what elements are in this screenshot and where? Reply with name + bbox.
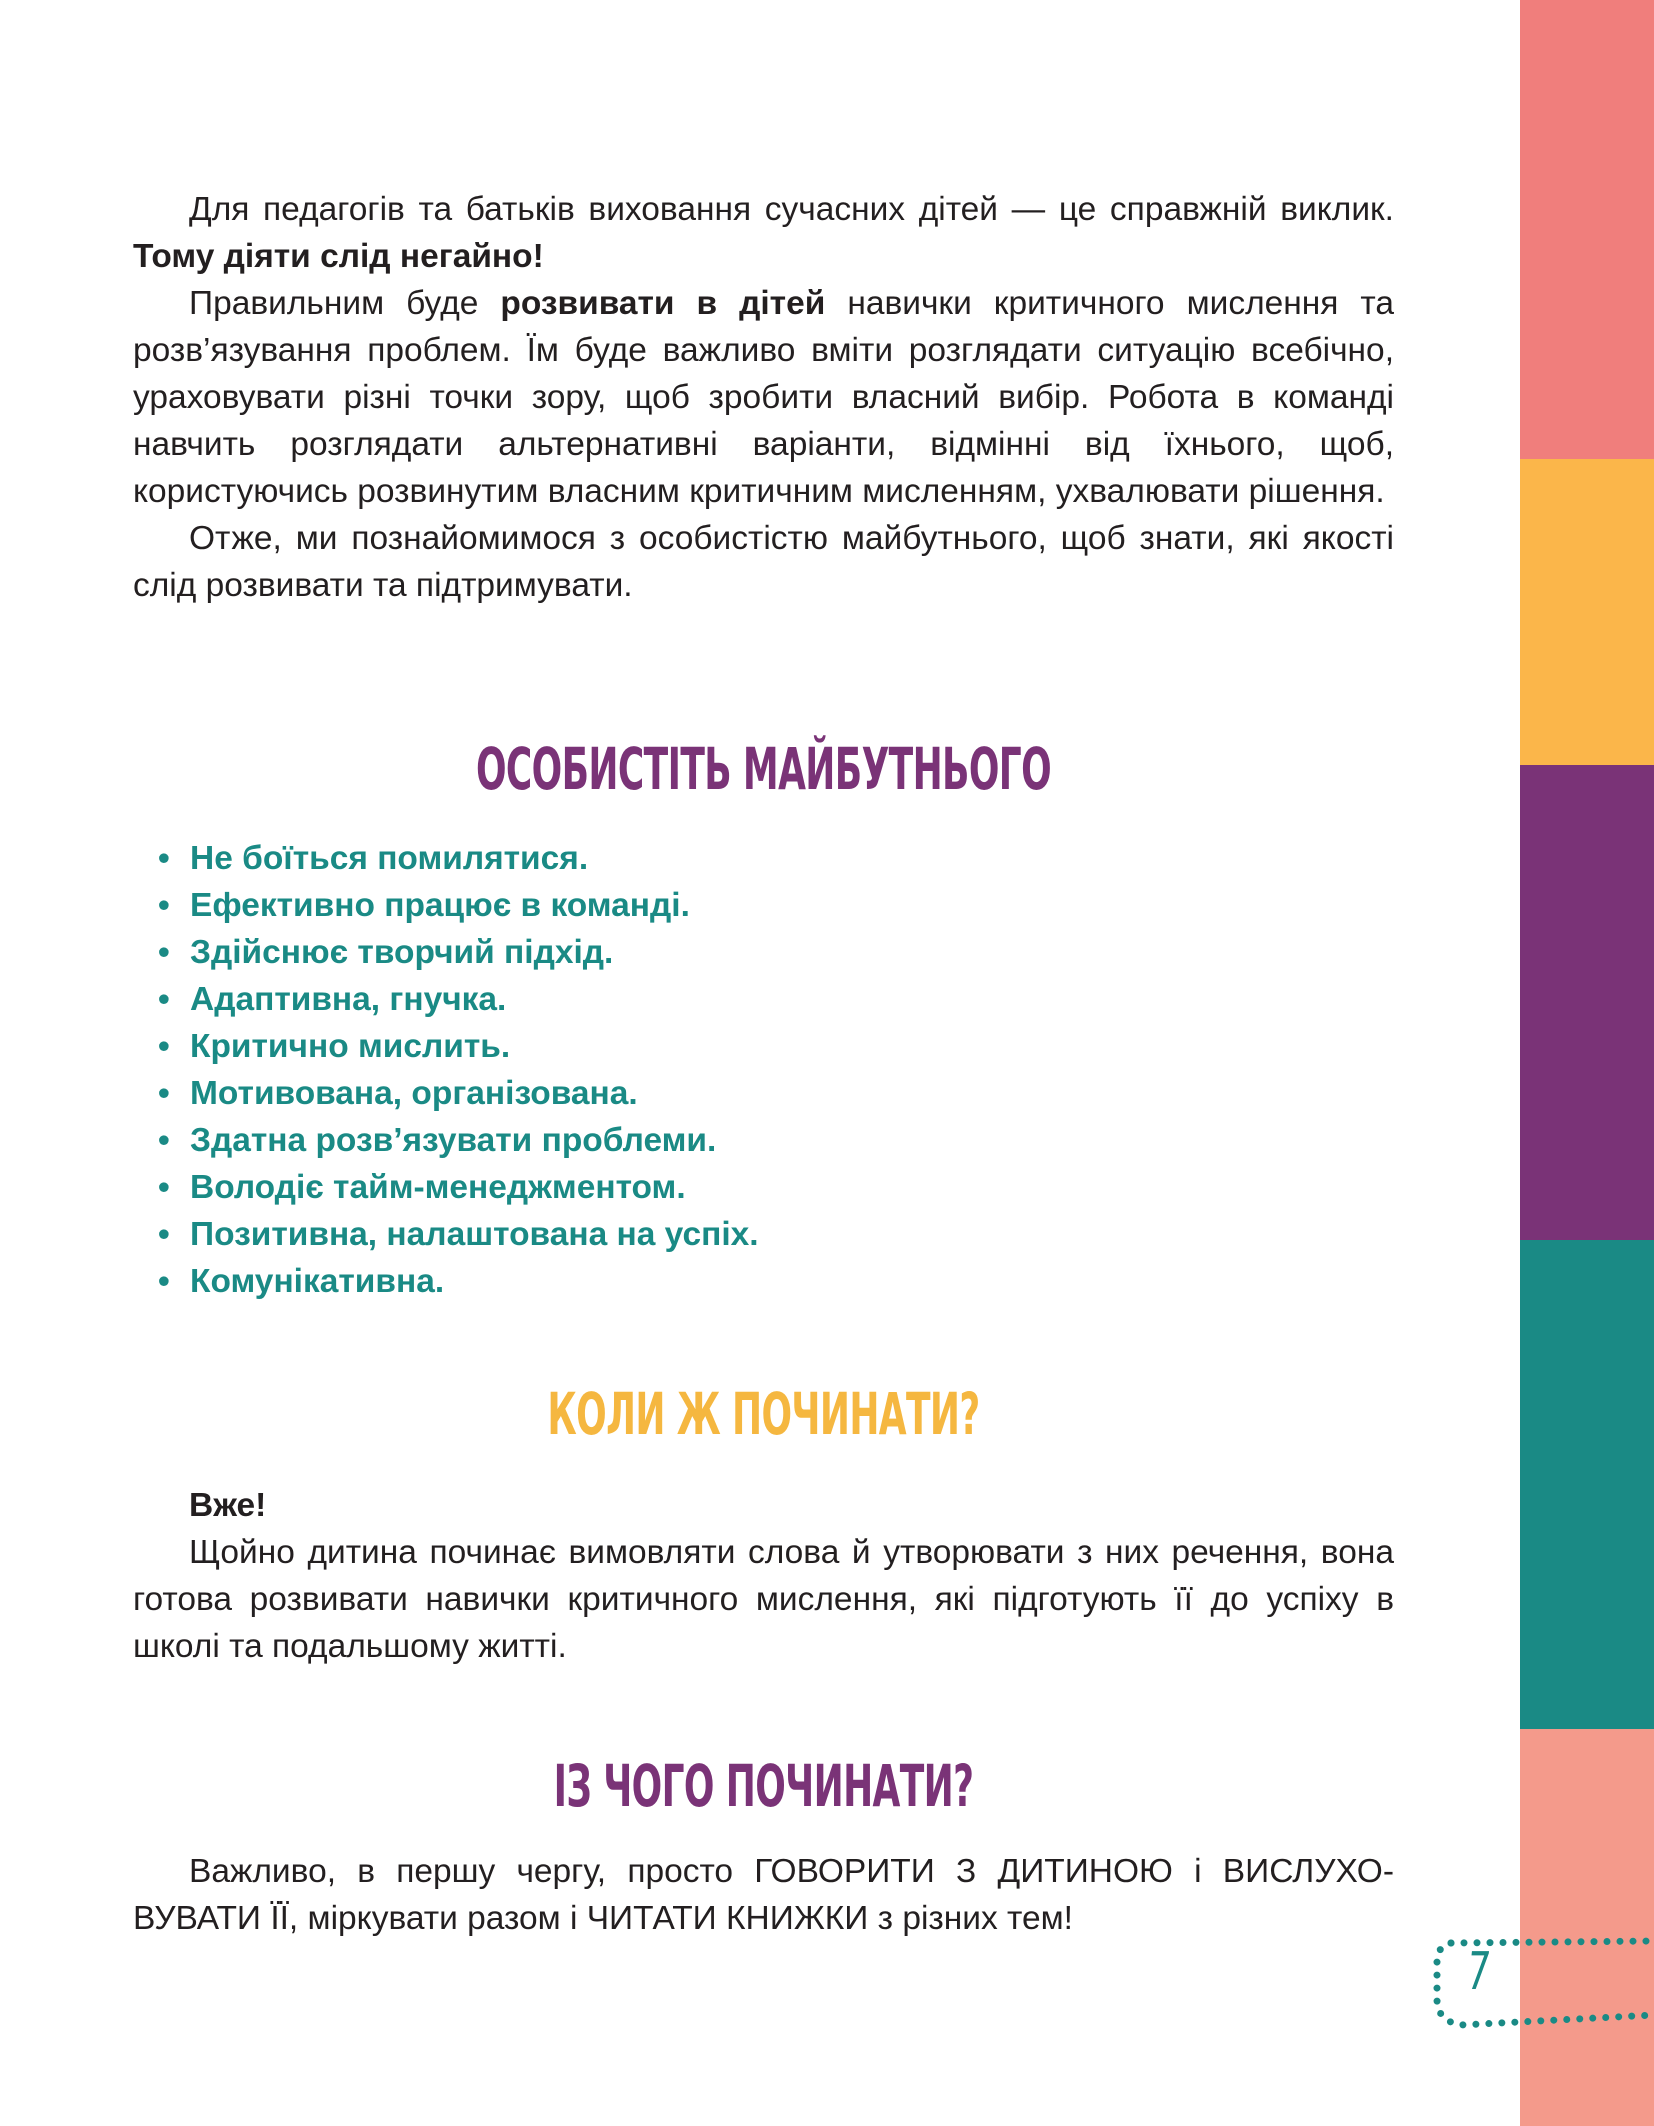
- bullet-icon: •: [158, 981, 170, 1018]
- traits-list: [158, 835, 759, 1305]
- bullet-icon: •: [158, 934, 170, 971]
- side-strip-purple: [1520, 765, 1654, 1240]
- section-2-heading-wrap: [133, 1380, 1394, 1448]
- trait-text: Не боїться помилятися.: [190, 840, 589, 877]
- intro-paragraph-3: Отже, ми познайомимося з особистістю майбутнього, щоб знати, які якості слід розвивати та підтримувати.: [133, 520, 1394, 604]
- trait-item: [158, 1164, 759, 1211]
- intro-p1-bold: Тому діяти слід негайно!: [133, 238, 544, 275]
- trait-text: Позитивна, налаштована на успіх.: [190, 1216, 759, 1253]
- page-number-badge-icon: [1425, 1935, 1654, 2035]
- trait-text: Комунікативна.: [190, 1263, 445, 1300]
- section-2-text: Щойно дитина починає вимовляти слова й утворювати з них речення, вона готова розвивати навички критичного мислення, які підготують її до успіху в школі та подальшому житті.: [133, 1534, 1394, 1665]
- bullet-icon: •: [158, 1169, 170, 1206]
- trait-text: Здійснює творчий підхід.: [190, 934, 614, 971]
- trait-text: Здатна розв’язувати проблеми.: [190, 1122, 717, 1159]
- side-strip-salmon: [1520, 1729, 1654, 2126]
- section-3-body: [133, 1848, 1394, 1942]
- section-3-heading: ІЗ ЧОГО ПОЧИНАТИ?: [553, 1752, 974, 1820]
- bullet-icon: •: [158, 887, 170, 924]
- bullet-icon: •: [158, 1075, 170, 1112]
- trait-item: [158, 929, 759, 976]
- trait-item: [158, 1070, 759, 1117]
- trait-text: Ефективно працює в команді.: [190, 887, 690, 924]
- section-2-body: [133, 1482, 1394, 1670]
- side-strip-teal: [1520, 1240, 1654, 1729]
- trait-item: [158, 976, 759, 1023]
- intro-p1-text: Для педагогів та батьків виховання сучасних дітей — це справжній виклик.: [189, 191, 1394, 228]
- section-1-heading-wrap: [133, 735, 1394, 803]
- section-3-text: Важливо, в першу чергу, просто ГОВОРИТИ З ДИТИНОЮ і ВИСЛУХОВУВАТИ ЇЇ, міркувати разом і ЧИТАТИ КНИЖКИ з різних тем!: [133, 1853, 1394, 1937]
- trait-text: Мотивована, організована.: [190, 1075, 638, 1112]
- trait-text: Критично мислить.: [190, 1028, 511, 1065]
- bullet-icon: •: [158, 1263, 170, 1300]
- bullet-icon: •: [158, 1028, 170, 1065]
- trait-item: [158, 835, 759, 882]
- section-3-heading-wrap: [133, 1752, 1394, 1820]
- trait-item: [158, 1023, 759, 1070]
- trait-item: [158, 882, 759, 929]
- section-2-lead: Вже!: [189, 1487, 267, 1524]
- trait-item: [158, 1117, 759, 1164]
- intro-p2-end: навички критичного мислення та розв’язування проблем. Їм буде важливо вміти розглядати ситуацію всебічно, ураховувати різні точки зору, щоб зробити власний вибір. Робота в команді навчить розглядати альтернативні варіанти, відмінні від їхнього, щоб, користуючись розвинутим власним критичним мисленням, ухвалювати рішення.: [133, 285, 1394, 510]
- trait-text: Володіє тайм-менеджментом.: [190, 1169, 686, 1206]
- intro-text: [133, 186, 1394, 609]
- intro-paragraph-2: [133, 280, 1394, 515]
- trait-item: [158, 1258, 759, 1305]
- bullet-icon: •: [158, 1122, 170, 1159]
- intro-p2-start: Правильним буде: [189, 285, 501, 322]
- bullet-icon: •: [158, 840, 170, 877]
- trait-item: [158, 1211, 759, 1258]
- side-strip-yellow: [1520, 459, 1654, 765]
- bullet-icon: •: [158, 1216, 170, 1253]
- section-2-heading: КОЛИ Ж ПОЧИНАТИ?: [547, 1380, 980, 1448]
- intro-paragraph-1: [133, 186, 1394, 280]
- intro-p2-bold: розвивати в дітей: [500, 285, 826, 322]
- section-1-heading: ОСОБИСТІТЬ МАЙБУТНЬОГО: [475, 735, 1052, 803]
- side-strip-pink: [1520, 0, 1654, 459]
- page-number: 7: [1464, 1942, 1494, 2002]
- trait-text: Адаптивна, гнучка.: [190, 981, 507, 1018]
